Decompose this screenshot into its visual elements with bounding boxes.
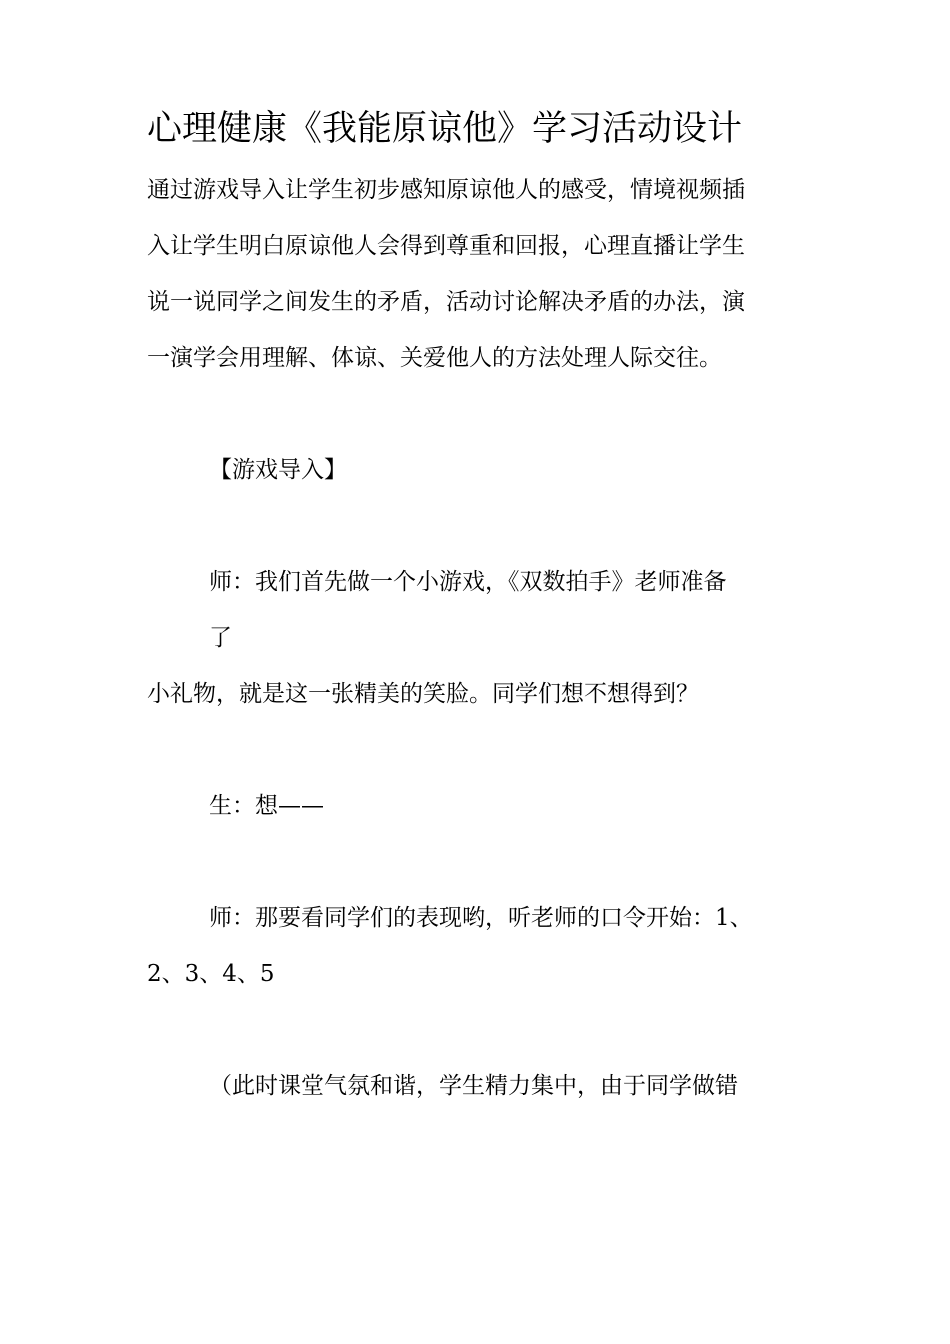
document-title: 心理健康《我能原谅他》学习活动设计 [147, 109, 743, 149]
intro-line-3: 说一说同学之间发生的矛盾，活动讨论解决矛盾的办法，演 [147, 289, 745, 315]
teacher-line-1c: 小礼物，就是这一张精美的笑脸。同学们想不想得到？ [147, 681, 699, 707]
intro-line-2: 入让学生明白原谅他人会得到尊重和回报，心理直播让学生 [147, 233, 745, 259]
teacher-line-1b: 了 [209, 625, 232, 651]
section-heading: 【游戏导入】 [209, 457, 347, 483]
teacher-line-1a: 师：我们首先做一个小游戏，《双数拍手》老师准备 [209, 569, 727, 595]
student-line: 生：想—— [209, 793, 324, 819]
intro-line-1: 通过游戏导入让学生初步感知原谅他人的感受，情境视频插 [147, 177, 745, 203]
note-line: （此时课堂气氛和谐，学生精力集中，由于同学做错 [209, 1073, 738, 1099]
intro-line-4: 一演学会用理解、体谅、关爱他人的方法处理人际交往。 [147, 345, 722, 371]
teacher-line-2a: 师：那要看同学们的表现哟，听老师的口令开始：1、 [209, 905, 753, 931]
teacher-line-2b: 2、3、4、5 [147, 961, 275, 987]
